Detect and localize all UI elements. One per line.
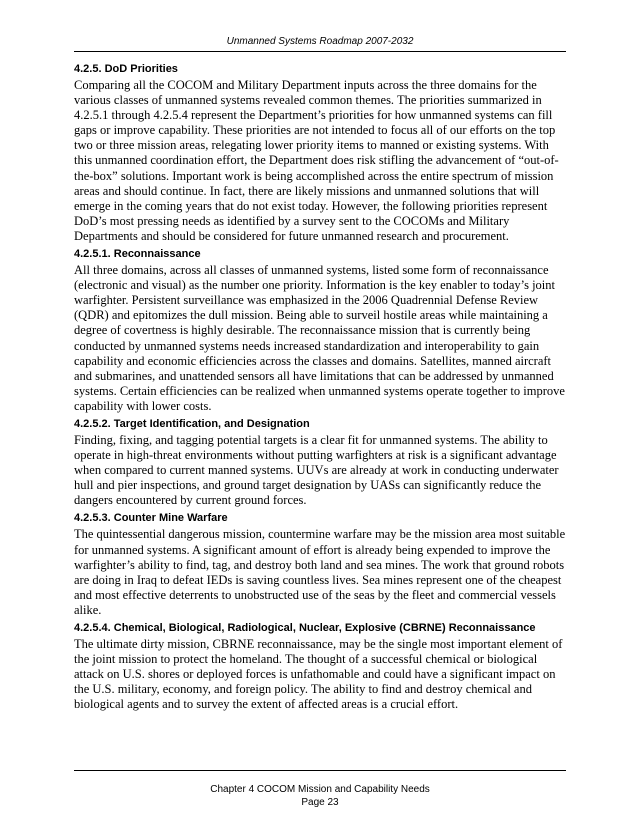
section-target-identification [74, 417, 566, 508]
page-footer [74, 783, 566, 809]
footer-chapter: Chapter 4 COCOM Mission and Capability Needs [210, 784, 430, 795]
page-content [74, 62, 566, 715]
section-reconnaissance [74, 247, 566, 414]
running-header: Unmanned Systems Roadmap 2007-2032 [226, 36, 414, 47]
footer-page-number: Page 23 [301, 797, 339, 808]
section-title: 4.2.5.4. Chemical, Biological, Radiological, Nuclear, Explosive (CBRNE) Reconnaissance [74, 622, 536, 634]
section-title: 4.2.5.3. Counter Mine Warfare [74, 512, 228, 525]
footer-rule [74, 770, 566, 771]
section-body: Finding, fixing, and tagging potential targets is a clear fit for unmanned systems. The ability to operate in high-threat environments without putting warfighters at risk is a significant advantage when compared to current manned systems. UUVs are already at work in conducting underwater hull and pier inspections, and ground target designation by UASs can significantly reduce the dangers encountered by current ground forces. [74, 432, 559, 508]
section-body: The ultimate dirty mission, CBRNE reconnaissance, may be the single most important element of the joint mission to protect the homeland. The thought of a successful chemical or biological attack on U.S. shores or deployed forces is unfathomable and could have a significant impact on the U.S. military, economy, and foreign policy. The ability to find and destroy chemical and biological agents and to survey the extent of affected areas is a crucial effort. [74, 637, 563, 712]
section-title: 4.2.5. DoD Priorities [74, 63, 178, 75]
section-counter-mine-warfare [74, 511, 566, 618]
header-rule [74, 51, 566, 52]
section-body: Comparing all the COCOM and Military Department inputs across the three domains for the various classes of unmanned systems revealed common themes. The priorities summarized in 4.2.5.1 through 4.2.5.4 represent the Department’s priorities for how unmanned systems can fill gaps or improve capability. These priorities are not intended to focus all of our efforts on the top two or three mission areas, relegating lower priority items to manned or existing systems. With this unmanned coordination effort, the Department does risk stifling the advancement of “out-of-the-box” solutions. Important work is being accomplished across the entire spectrum of mission areas and should continue. In fact, there are likely missions and unmanned solutions that will emerge in the coming years that do not exist today. However, the following priorities represent DoD’s most pressing needs as identified by a survey sent to the COCOMs and Military Departments and should be considered for future unmanned research and procurement. [74, 78, 559, 243]
section-title: 4.2.5.2. Target Identification, and Designation [74, 417, 310, 430]
section-title: 4.2.5.1. Reconnaissance [74, 248, 201, 261]
section-cbrne-reconnaissance [74, 621, 566, 712]
section-dod-priorities [74, 62, 566, 244]
section-body: The quintessential dangerous mission, countermine warfare may be the mission area most suitable for unmanned systems. A significant amount of effort is already being expended to improve the warfighter’s ability to find, tag, and destroy both land and sea mines. The work that ground robots are doing in Iraq to defeat IEDs is saving countless lives. Sea mines represent one of the cheapest and most effective deterrents to unobstructed use of the seas by the fleet and commercial vessels alike. [74, 527, 566, 617]
section-body: All three domains, across all classes of unmanned systems, listed some form of reconnaissance (electronic and visual) as the number one priority. Information is the key enabler to today’s joint warfighter. Persistent surveillance was emphasized in the 2006 Quadrennial Defense Review (QDR) and epitomizes the dull mission. Being able to surveil hostile areas while maintaining a degree of covertness is highly desirable. The reconnaissance mission that is currently being conducted by unmanned systems needs increased standardization and interoperability to gain capability and economic efficiencies across the classes and domains. Satellites, manned aircraft and submarines, and unattended sensors all have limitations that can be addressed by unmanned systems. Certain efficiencies can be realized when unmanned systems operate together to improve capability with lower costs. [74, 263, 565, 413]
